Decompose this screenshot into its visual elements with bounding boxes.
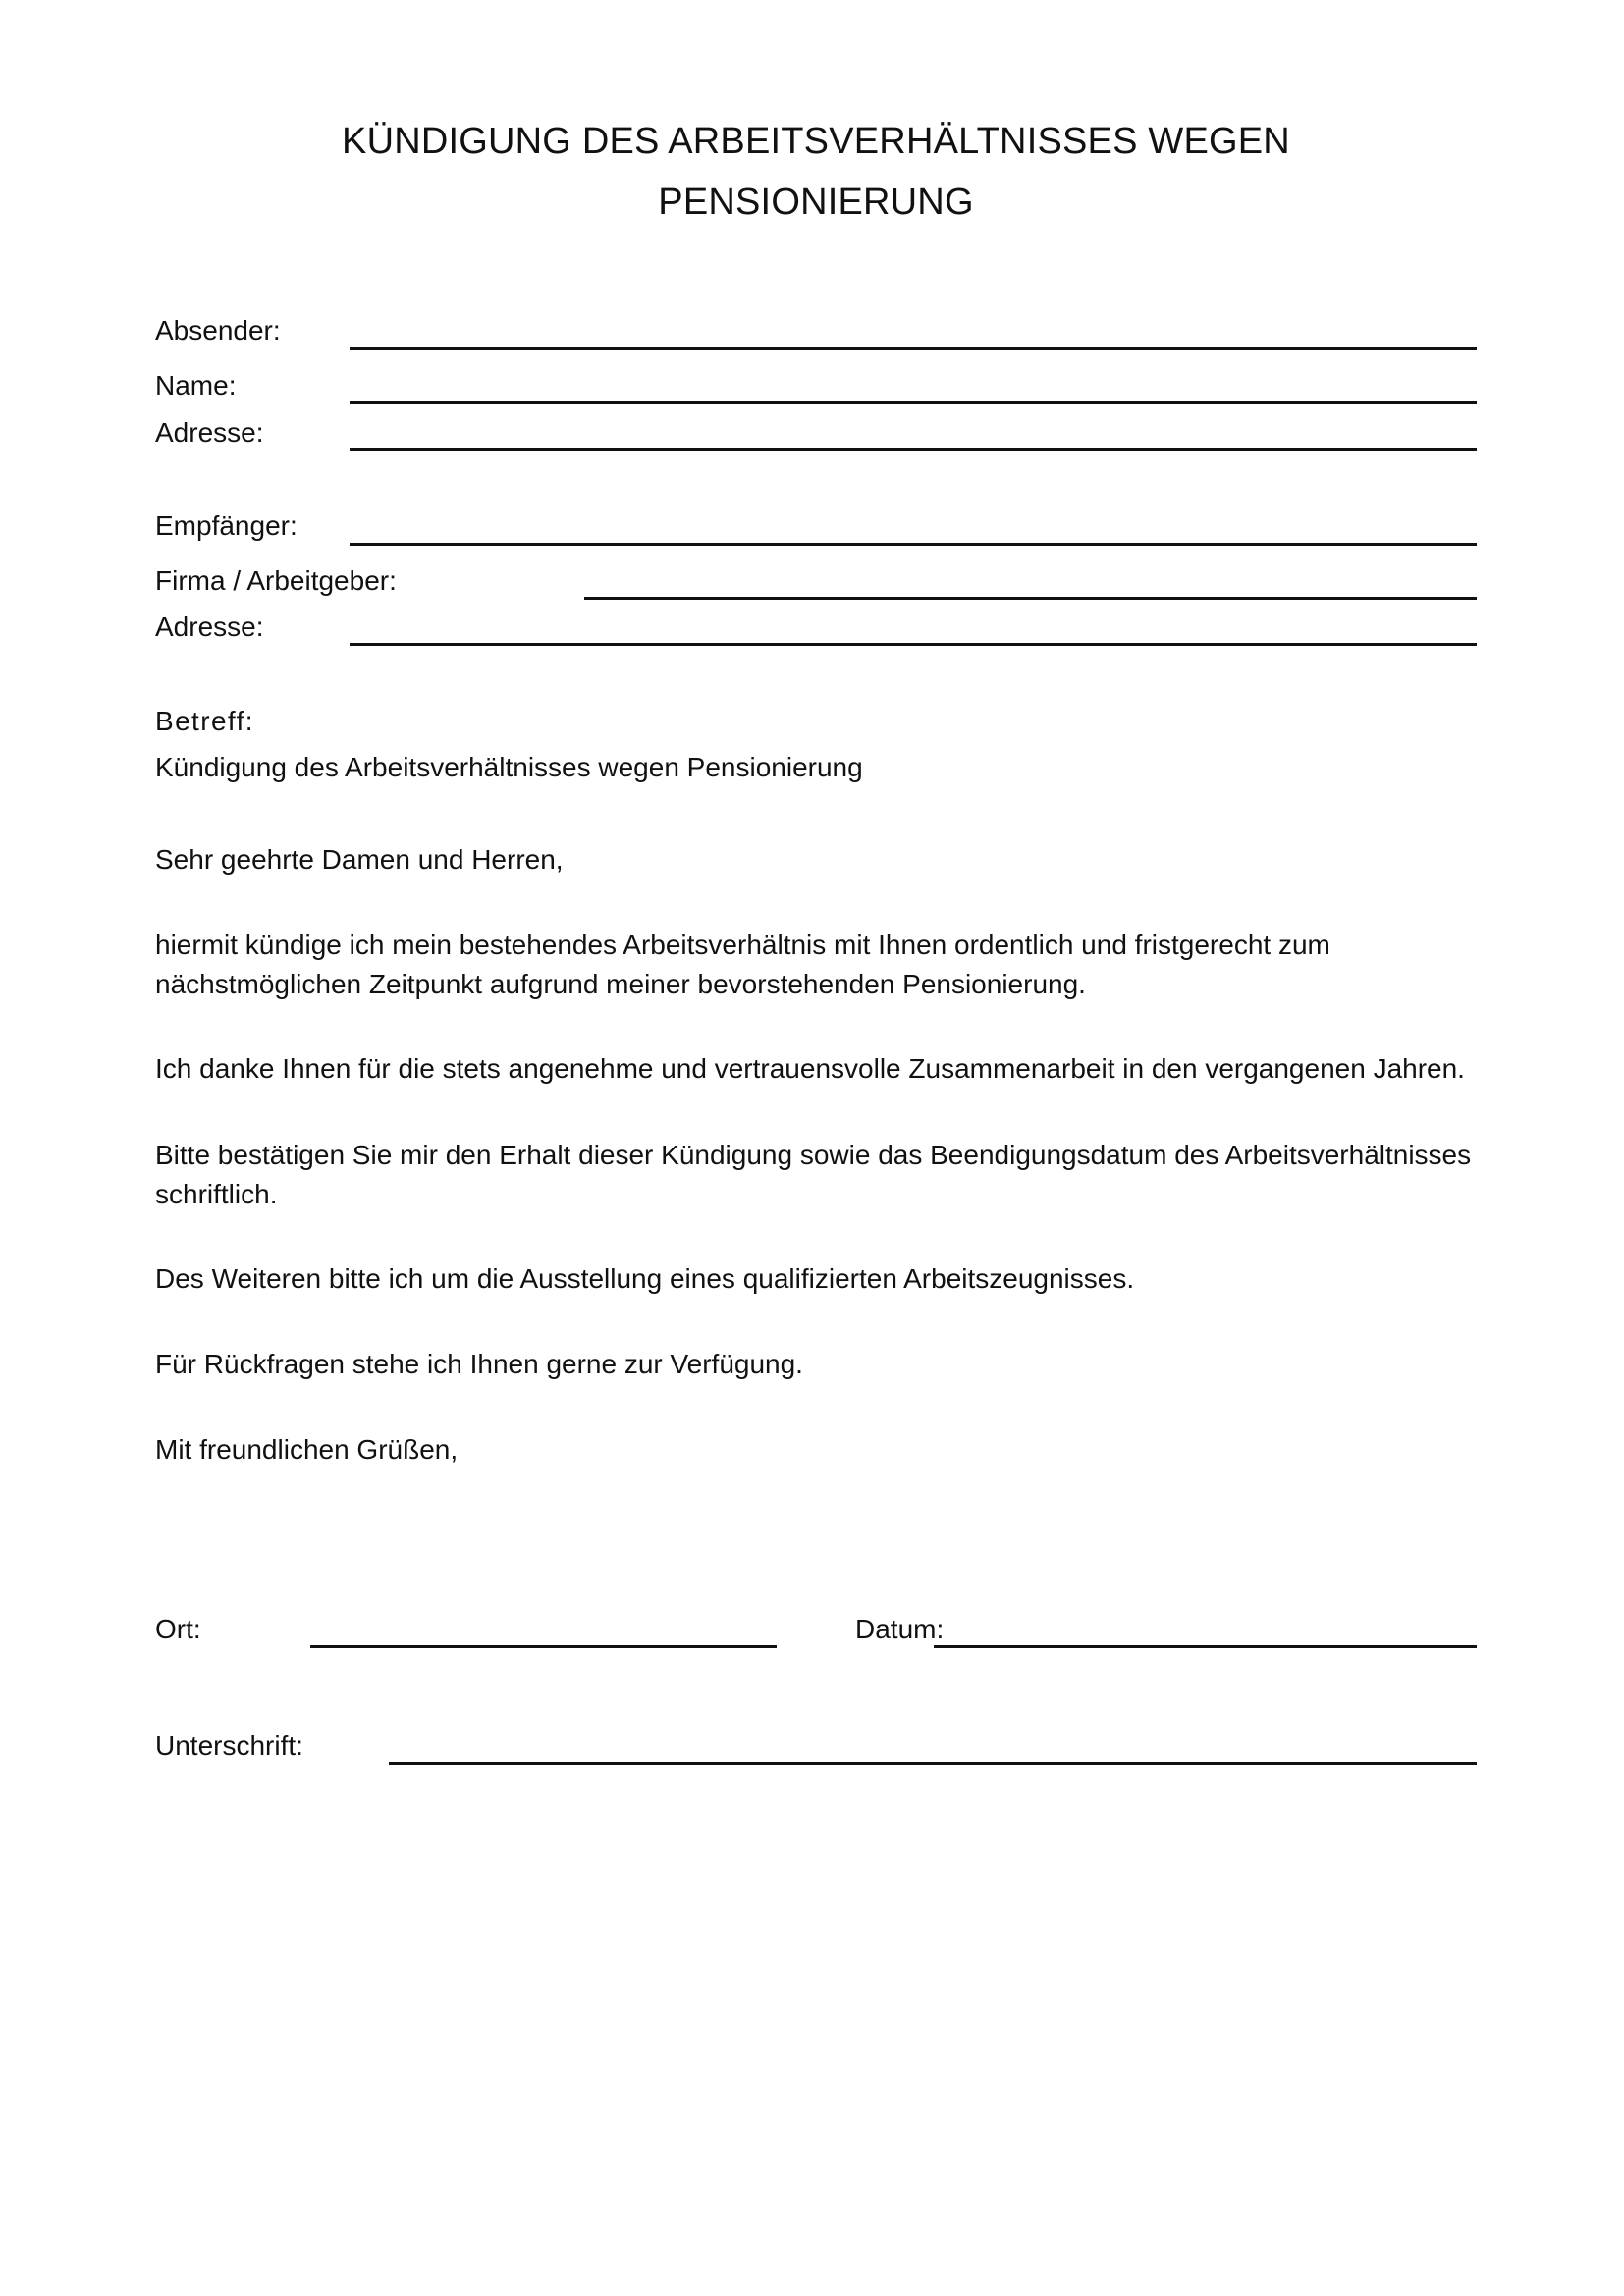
closing xyxy=(155,1430,1490,1469)
sender-address-line[interactable] xyxy=(350,448,1477,451)
document-title-line-1: KÜNDIGUNG DES ARBEITSVERHÄLTNISSES WEGEN xyxy=(342,121,1290,162)
sender-line[interactable] xyxy=(350,347,1477,350)
recipient-address-line[interactable] xyxy=(350,643,1477,646)
closing-line: Mit freundlichen Grüßen, xyxy=(155,1434,459,1465)
signature-label: Unterschrift: xyxy=(155,1731,303,1761)
paragraph-confirmation xyxy=(155,1136,1490,1214)
paragraph-reference xyxy=(155,1259,1490,1299)
sender-name-label: Name: xyxy=(155,370,237,400)
place-line[interactable] xyxy=(310,1645,777,1648)
paragraph-questions xyxy=(155,1345,1490,1384)
salutation: Sehr geehrte Damen und Herren, xyxy=(155,844,564,875)
paragraph-thanks xyxy=(155,1049,1490,1089)
recipient-heading: Empfänger: xyxy=(155,510,298,541)
recipient-company-line[interactable] xyxy=(584,597,1477,600)
subject-text: Kündigung des Arbeitsverhältnisses wegen Pensionierung xyxy=(155,752,863,782)
paragraph-notice-line-1: hiermit kündige ich mein bestehendes Arbeitsverhältnis mit Ihnen ordentlich und fristgerecht zum xyxy=(155,930,1330,960)
place-label: Ort: xyxy=(155,1614,201,1644)
sender-heading: Absender: xyxy=(155,315,281,346)
sender-name-line[interactable] xyxy=(350,401,1477,404)
recipient-company-label: Firma / Arbeitgeber: xyxy=(155,565,397,596)
document-title-line-2: PENSIONIERUNG xyxy=(658,182,974,223)
paragraph-thanks-line: Ich danke Ihnen für die stets angenehme und vertrauensvolle Zusammenarbeit in den vergangenen Jahren. xyxy=(155,1053,1465,1084)
date-label: Datum: xyxy=(855,1614,945,1644)
paragraph-confirmation-line-1: Bitte bestätigen Sie mir den Erhalt dieser Kündigung sowie das Beendigungsdatum des Arbeitsverhältnisses xyxy=(155,1140,1472,1170)
signature-line[interactable] xyxy=(389,1762,1477,1765)
sender-address-label: Adresse: xyxy=(155,417,264,448)
paragraph-confirmation-line-2: schriftlich. xyxy=(155,1179,278,1209)
recipient-line[interactable] xyxy=(350,543,1477,546)
paragraph-notice xyxy=(155,926,1490,1004)
date-line[interactable] xyxy=(934,1645,1477,1648)
subject-label: Betreff: xyxy=(155,706,254,736)
recipient-address-label: Adresse: xyxy=(155,612,264,642)
paragraph-reference-line: Des Weiteren bitte ich um die Ausstellung eines qualifizierten Arbeitszeugnisses. xyxy=(155,1263,1135,1294)
paragraph-questions-line: Für Rückfragen stehe ich Ihnen gerne zur Verfügung. xyxy=(155,1349,803,1379)
paragraph-notice-line-2: nächstmöglichen Zeitpunkt aufgrund meiner bevorstehenden Pensionierung. xyxy=(155,969,1086,999)
